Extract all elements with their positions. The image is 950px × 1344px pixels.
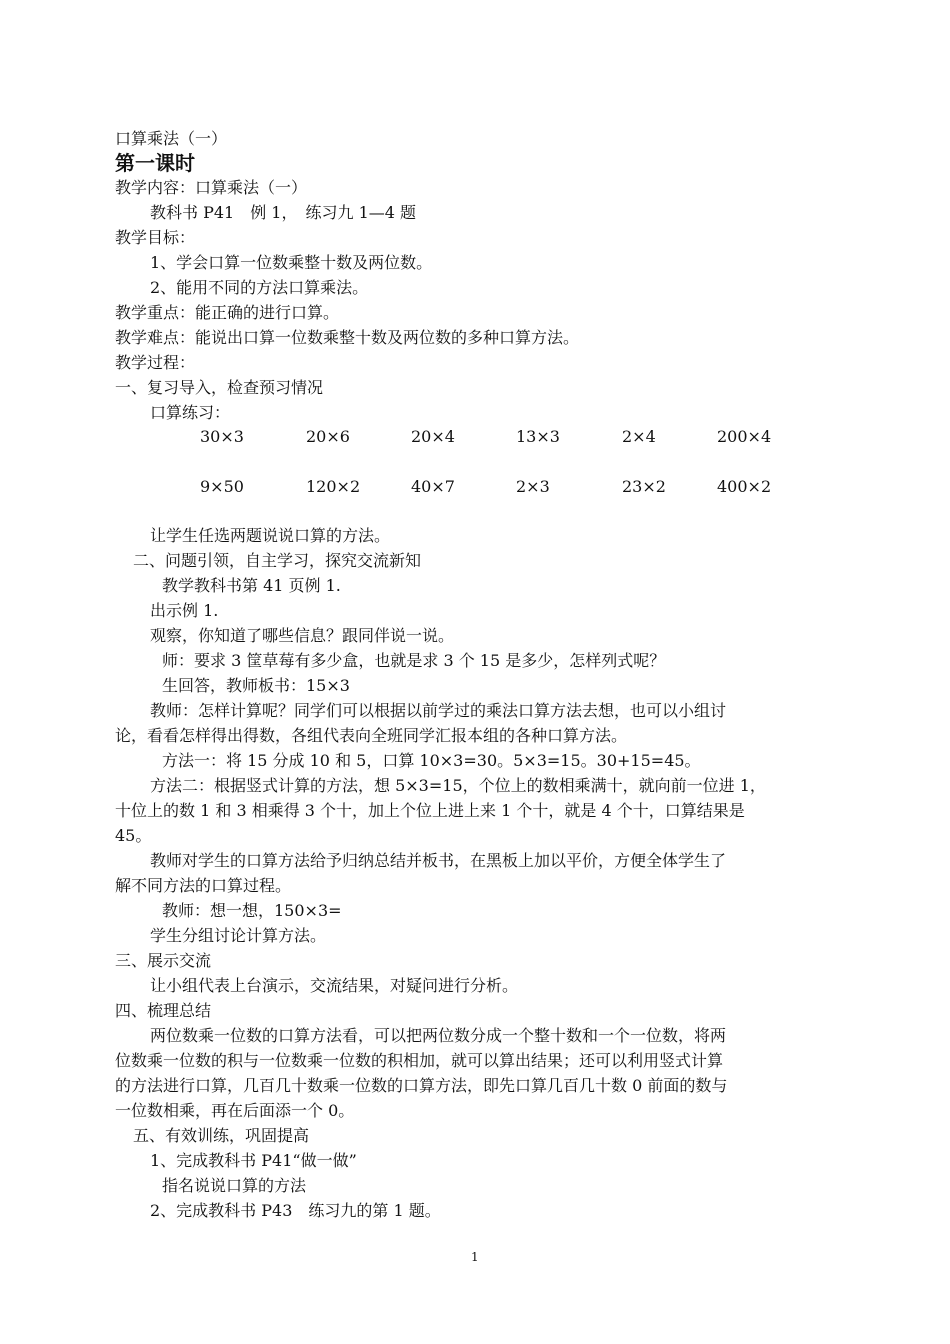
paragraph: 观察，你知道了哪些信息？跟同伴说一说。 [150,626,455,645]
paragraph: 45。 [115,826,152,845]
paragraph: 让小组代表上台演示，交流结果，对疑问进行分析。 [150,976,519,995]
difficulty: 教学难点：能说出口算一位数乘整十数及两位数的多种口算方法。 [115,328,580,347]
doc-title: 口算乘法（一） [115,129,228,148]
exercise-item: 40×7 [411,477,455,496]
section-4-heading: 四、梳理总结 [115,1001,212,1020]
paragraph: 的方法进行口算，几百几十数乘一位数的口算方法，即先口算几百几十数 0 前面的数与 [115,1076,728,1095]
exercise-item: 30×3 [200,427,244,446]
goals-label: 教学目标： [115,228,196,247]
paragraph: 师：要求 3 筐草莓有多少盒，也就是求 3 个 15 是多少，怎样列式呢？ [162,651,666,670]
textbook-ref: 教科书 P41 例 1， 练习九 1—4 题 [150,203,417,222]
exercise-item: 120×2 [306,477,361,496]
section-1-heading: 一、复习导入，检查预习情况 [115,378,324,397]
paragraph: 教学教科书第 41 页例 1. [162,576,341,595]
paragraph: 十位上的数 1 和 3 相乘得 3 个十，加上个位上进上来 1 个十，就是 4 个十，口算结果是 [115,801,745,820]
exercise-item: 20×6 [306,427,350,446]
exercise-item: 2×3 [516,477,550,496]
content-label: 教学内容：口算乘法（一） [115,178,308,197]
goal-2: 2、能用不同的方法口算乘法。 [150,278,369,297]
lesson-heading: 第一课时 [115,151,195,175]
paragraph: 学生分组讨论计算方法。 [150,926,327,945]
process-label: 教学过程： [115,353,196,372]
paragraph: 方法二：根据竖式计算的方法，想 5×3=15，个位上的数相乘满十，就向前一位进 1， [150,776,766,795]
paragraph: 1、完成教科书 P41“做一做” [150,1151,357,1170]
goal-1: 1、学会口算一位数乘整十数及两位数。 [150,253,433,272]
section-5-heading: 五、有效训练，巩固提高 [133,1126,310,1145]
paragraph: 教师：怎样计算呢？同学们可以根据以前学过的乘法口算方法去想，也可以小组讨 [150,701,727,720]
paragraph: 两位数乘一位数的口算方法看，可以把两位数分成一个整十数和一个一位数，将两 [150,1026,727,1045]
exercise-item: 2×4 [622,427,656,446]
paragraph: 论，看看怎样得出得数，各组代表向全班同学汇报本组的各种口算方法。 [115,726,628,745]
paragraph: 方法一：将 15 分成 10 和 5，口算 10×3=30。5×3=15。30+15=45。 [162,751,701,770]
paragraph: 2、完成教科书 P43 练习九的第 1 题。 [150,1201,441,1220]
exercise-item: 20×4 [411,427,455,446]
section-3-heading: 三、展示交流 [115,951,212,970]
paragraph: 教师：想一想，150×3= [162,901,342,920]
paragraph: 教师对学生的口算方法给予归纳总结并板书，在黑板上加以平价，方便全体学生了 [150,851,727,870]
paragraph: 生回答，教师板书：15×3 [162,676,350,695]
exercise-item: 200×4 [717,427,772,446]
paragraph: 解不同方法的口算过程。 [115,876,292,895]
paragraph: 让学生任选两题说说口算的方法。 [150,526,391,545]
paragraph: 一位数相乘，再在后面添一个 0。 [115,1101,355,1120]
exercise-item: 23×2 [622,477,666,496]
exercise-item: 13×3 [516,427,560,446]
exercise-item: 9×50 [200,477,244,496]
paragraph: 指名说说口算的方法 [162,1176,307,1195]
page-number: 1 [471,1250,479,1264]
key-point: 教学重点：能正确的进行口算。 [115,303,340,322]
practice-label: 口算练习： [150,403,231,422]
paragraph: 位数乘一位数的积与一位数乘一位数的积相加，就可以算出结果；还可以利用竖式计算 [115,1051,724,1070]
paragraph: 出示例 1. [150,601,219,620]
section-2-heading: 二、问题引领，自主学习，探究交流新知 [133,551,422,570]
exercise-item: 400×2 [717,477,772,496]
